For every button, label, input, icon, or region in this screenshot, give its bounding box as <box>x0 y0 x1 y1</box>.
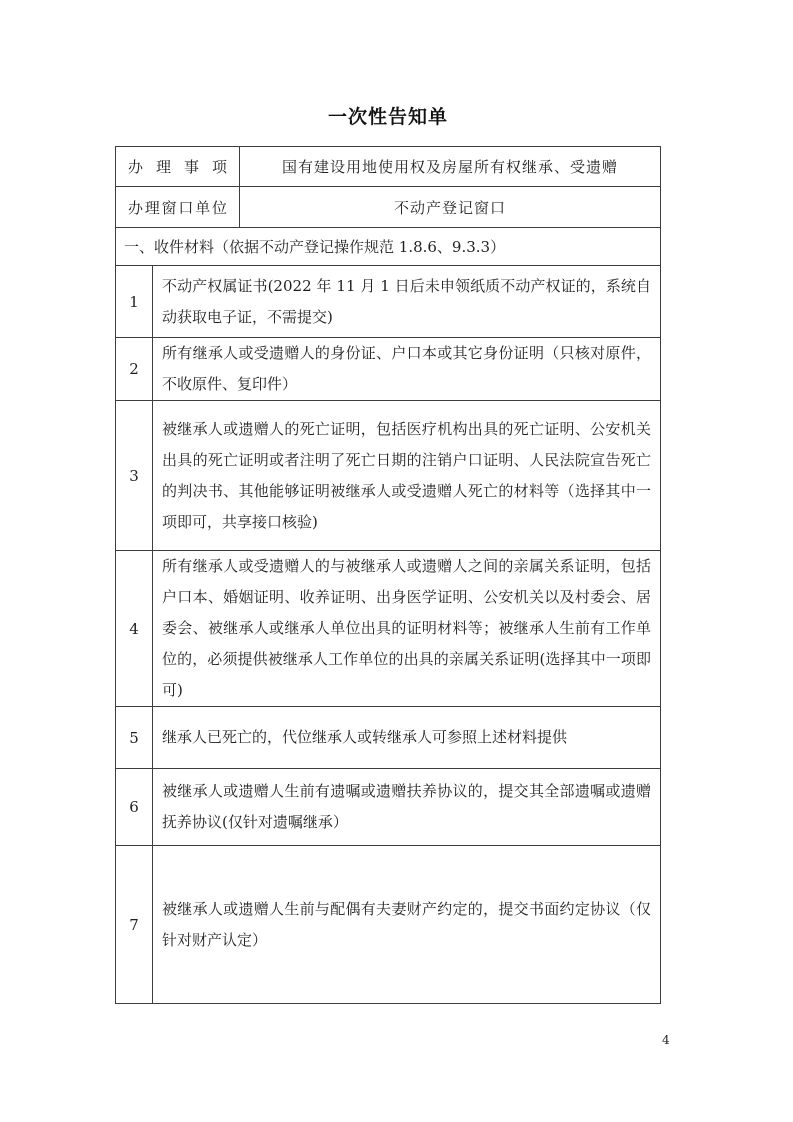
header-row-window <box>116 186 660 227</box>
header-label-cell <box>116 187 240 227</box>
item-text: 继承人已死亡的，代位继承人或转继承人可参照上述材料提供 <box>162 728 568 746</box>
table-row <box>116 337 660 400</box>
item-text: 被继承人或遗赠人生前有遗嘱或遗赠扶养协议的，提交其全部遗嘱或遗赠抚养协议(仅针对遗嘱继承） <box>162 782 651 831</box>
header-label: 办理事项 <box>128 158 227 176</box>
header-value-cell: 国有建设用地使用权及房屋所有权继承、受遗赠 <box>281 158 618 176</box>
header-row-matter <box>116 147 660 186</box>
item-text-cell <box>153 401 660 550</box>
item-number-cell: 5 <box>116 707 153 768</box>
item-number-cell: 4 <box>116 551 153 706</box>
item-text: 被继承人或遗赠人生前与配偶有夫妻财产约定的，提交书面约定协议（仅针对财产认定） <box>162 899 651 949</box>
item-text-cell <box>153 769 660 845</box>
table-row <box>116 845 660 1003</box>
item-text: 被继承人或遗赠人的死亡证明，包括医疗机构出具的死亡证明、公安机关出具的死亡证明或者注明了死亡日期的注销户口证明、人民法院宣告死亡的判决书、其他能够证明被继承人或受遗赠人死亡的材料等（选择其中一项即可，共享接口核验) <box>162 419 651 531</box>
header-value-cell: 不动产登记窗口 <box>393 198 506 217</box>
table-row <box>116 550 660 706</box>
document-content <box>115 104 661 1004</box>
item-text-cell <box>153 266 660 337</box>
item-number-cell: 6 <box>116 769 153 845</box>
table-row <box>116 706 660 768</box>
table-row <box>116 265 660 337</box>
table-row <box>116 400 660 550</box>
item-number-cell: 2 <box>116 338 153 400</box>
item-text-cell <box>153 707 660 768</box>
page-number: 4 <box>662 1033 670 1047</box>
item-number-cell: 3 <box>116 401 153 550</box>
item-text-cell <box>153 338 660 400</box>
header-label: 办理窗口单位 <box>128 198 227 217</box>
item-number-cell: 1 <box>116 266 153 337</box>
item-text: 不动产权属证书(2022 年 11 月 1 日后未申领纸质不动产权证的，系统自动获取电子证，不需提交) <box>162 276 651 326</box>
item-text-cell <box>153 846 660 1003</box>
section-header-row <box>116 227 660 265</box>
item-text-cell <box>153 551 660 706</box>
section-header-text: 一、收件材料（依据不动产登记操作规范 1.8.6、9.3.3） <box>124 238 506 256</box>
page-title: 一次性告知单 <box>327 106 448 128</box>
notice-table <box>115 146 661 1004</box>
item-text: 所有继承人或受遗赠人的与被继承人或遗赠人之间的亲属关系证明，包括户口本、婚姻证明、收养证明、出身医学证明、公安机关以及村委会、居委会、被继承人或继承人单位出具的证明材料等；被继承人生前有工作单位的，必须提供被继承人工作单位的出具的亲属关系证明(选择其中一项即可) <box>162 557 651 699</box>
item-number-cell: 7 <box>116 846 153 1003</box>
header-label-cell <box>116 147 240 186</box>
item-text: 所有继承人或受遗赠人的身份证、户口本或其它身份证明（只核对原件，不收原件、复印件） <box>162 344 651 393</box>
table-row <box>116 768 660 845</box>
